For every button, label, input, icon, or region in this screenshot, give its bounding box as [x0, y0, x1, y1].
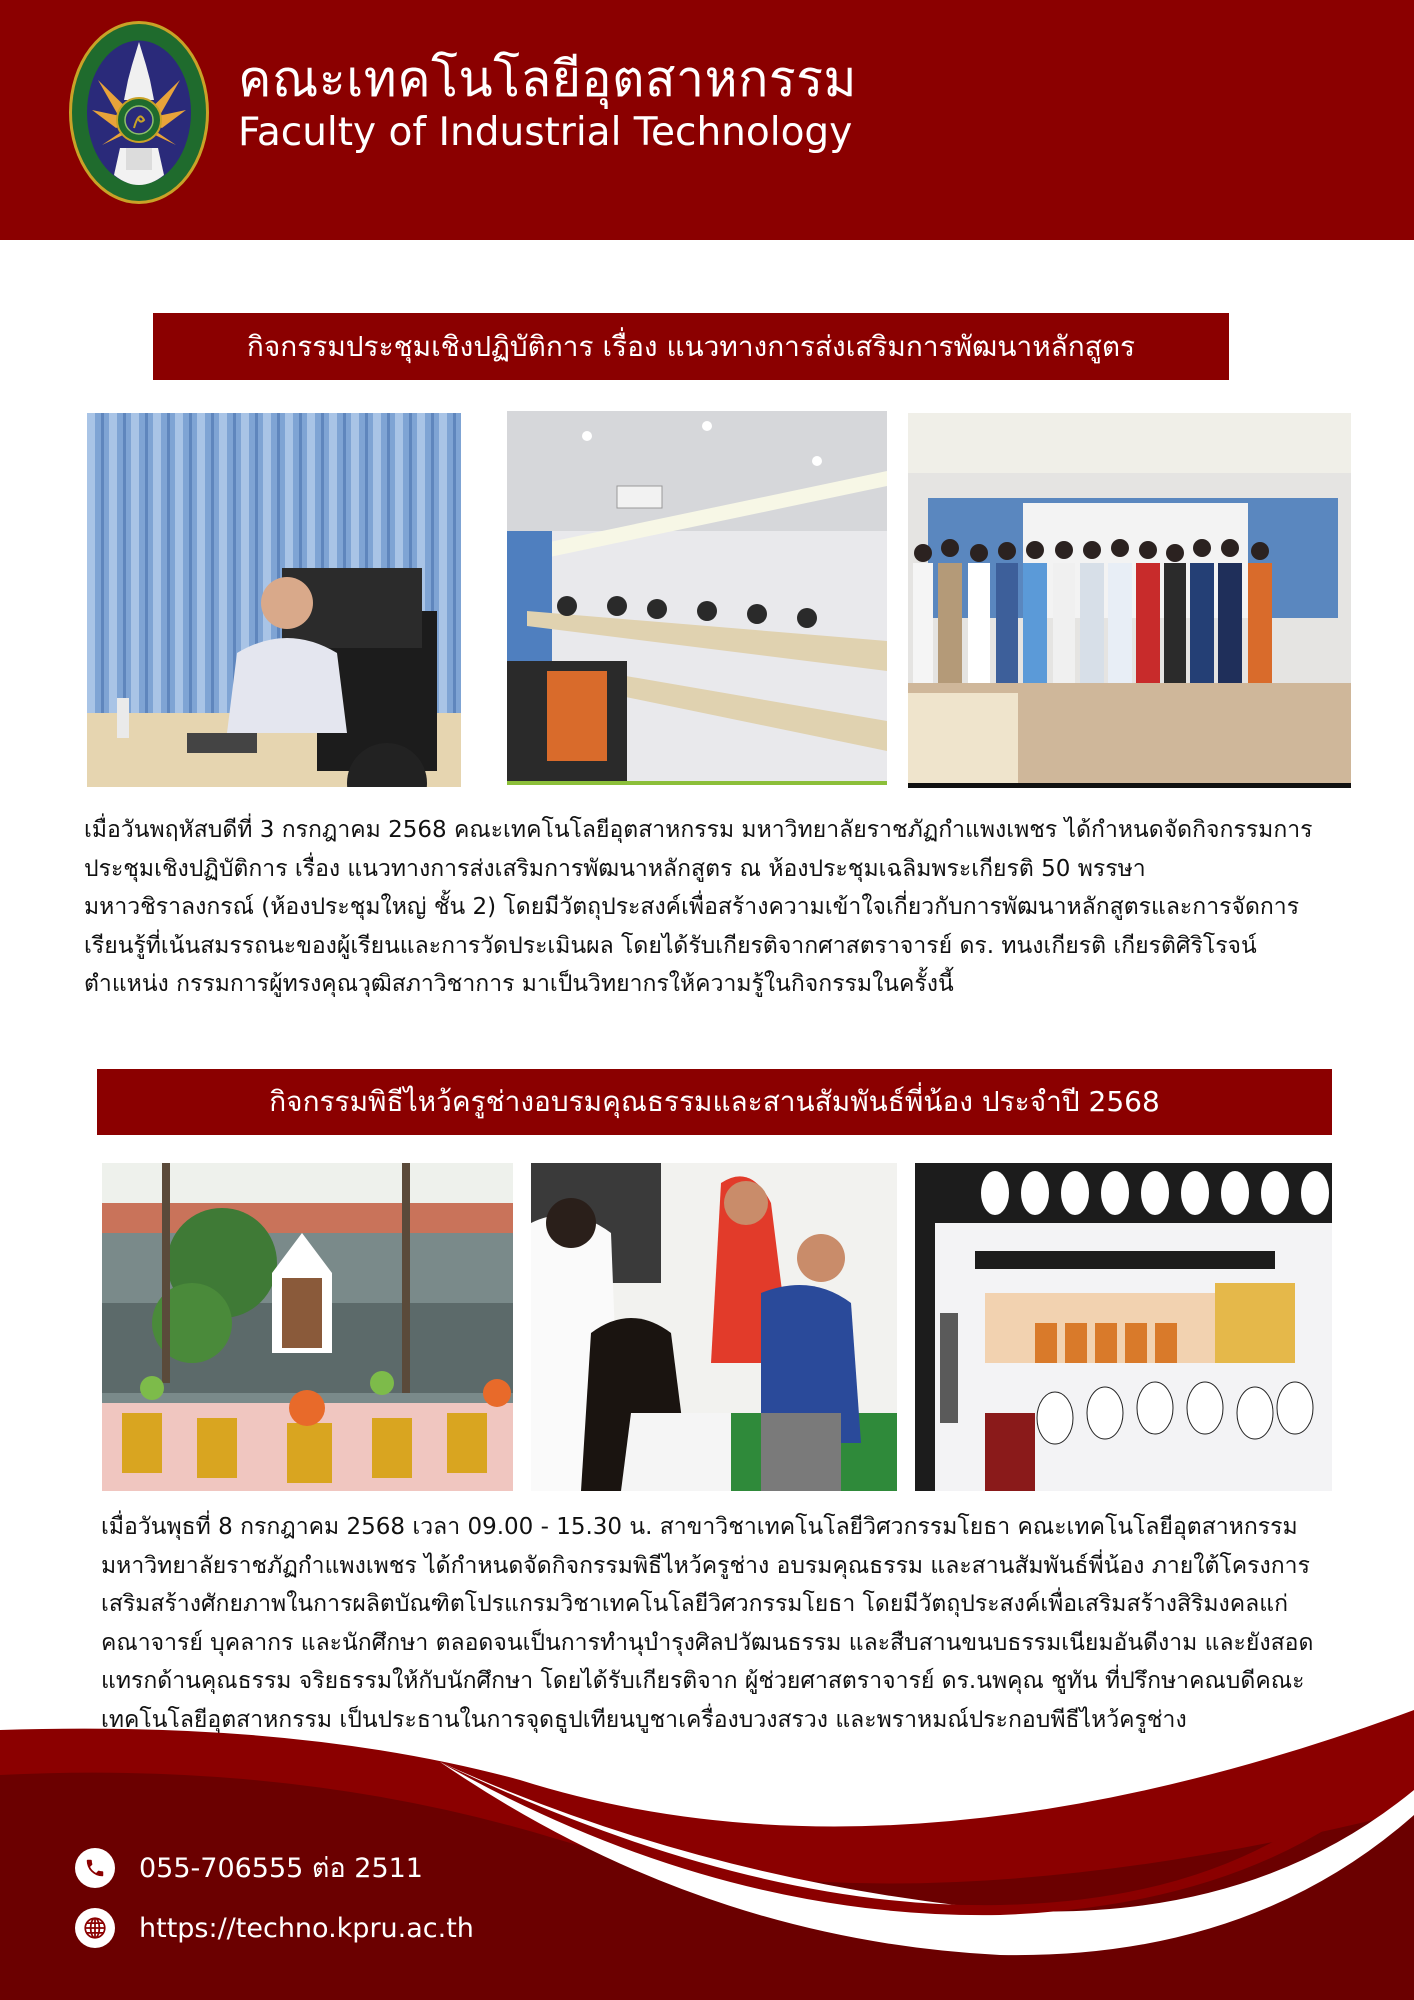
section-1-line: ประชุมเชิงปฏิบัติการ เรื่อง แนวทางการส่งเสริมการพัฒนาหลักสูตร ณ ห้องประชุมเฉลิมพระเกียรติ 50 พรรษา: [84, 855, 1146, 882]
section-1-body: [84, 811, 1313, 1004]
faculty-title-thai: คณะเทคโนโลยีอุตสาหกรรม: [238, 50, 858, 108]
section-1-line: มหาวชิราลงกรณ์ (ห้องประชุมใหญ่ ชั้น 2) โดยมีวัตถุประสงค์เพื่อสร้างความเข้าใจเกี่ยวกับการพัฒนาหลักสูตรและการจัดการ: [84, 894, 1300, 920]
faculty-title-english: Faculty of Industrial Technology: [238, 110, 853, 155]
blessing-ceremony-photo: [531, 1163, 897, 1491]
monks-ceremony-photo: [915, 1163, 1332, 1491]
shrine-offerings-photo: [102, 1163, 513, 1491]
section-1-heading-text: กิจกรรมประชุมเชิงปฏิบัติการ เรื่อง แนวทางการส่งเสริมการพัฒนาหลักสูตร: [246, 329, 1136, 363]
university-seal-icon: [68, 20, 210, 205]
meeting-room-participants-photo: [507, 411, 887, 785]
speaker-at-podium-photo: [87, 413, 461, 787]
section-1-heading: [153, 313, 1229, 380]
section-2-line: เทคโนโลยีอุตสาหกรรม เป็นประธานในการจุดธูปเทียนบูชาเครื่องบวงสรวง และพราหมณ์ประกอบพีธีไหว้ครูช่าง: [101, 1706, 1187, 1733]
phone-number[interactable]: 055-706555 ต่อ 2511: [139, 1853, 423, 1884]
section-2-heading: [97, 1069, 1332, 1135]
section-1-line: เรียนรู้ที่เน้นสมรรถนะของผู้เรียนและการวัดประเมินผล โดยได้รับเกียรติจากศาสตราจารย์ ดร. ทนงเกียรติ เกียรติศิริโรจน์: [84, 932, 1257, 959]
phone-icon: [75, 1848, 115, 1888]
section-2-line: แทรกด้านคุณธรรม จริยธรรมให้กับนักศึกษา โดยได้รับเกียรติจาก ผู้ช่วยศาสตราจารย์ ดร.นพคุณ ชูทัน ที่ปรึกษาคณบดีคณะ: [101, 1668, 1305, 1694]
section-2-line: เมื่อวันพุธที่ 8 กรกฎาคม 2568 เวลา 09.00 - 15.30 น. สาขาวิชาเทคโนโลยีวิศวกรรมโยธา คณะเทคโนโลยีอุตสาหกรรม: [101, 1514, 1298, 1540]
globe-icon: [75, 1908, 115, 1948]
section-1-line: ตำแหน่ง กรรมการผู้ทรงคุณวุฒิสภาวิชาการ มาเป็นวิทยากรให้ความรู้ในกิจกรรมในครั้งนี้: [84, 971, 954, 997]
footer-website: [75, 1908, 474, 1948]
section-2-line: มหาวิทยาลัยราชภัฏกำแพงเพชร ได้กำหนดจัดกิจกรรมพิธีไหว้ครูช่าง อบรมคุณธรรม และสานสัมพันธ์พี่น้อง ภายใต้โครงการ: [101, 1552, 1310, 1579]
section-2-heading-text: กิจกรรมพิธีไหว้ครูช่างอบรมคุณธรรมและสานสัมพันธ์พี่น้อง ประจำปี 2568: [269, 1085, 1160, 1118]
website-link[interactable]: https://techno.kpru.ac.th: [139, 1912, 474, 1944]
section-2-line: เสริมสร้างศักยภาพในการผลิตบัณฑิตโปรแกรมวิชาเทคโนโลยีวิศวกรรมโยธา โดยมีวัตถุประสงค์เพื่อเสริมสร้างสิริมงคลแก่: [101, 1591, 1289, 1617]
page-header: [0, 0, 1414, 240]
section-1-line: เมื่อวันพฤหัสบดีที่ 3 กรกฎาคม 2568 คณะเทคโนโลยีอุตสาหกรรม มหาวิทยาลัยราชภัฏกำแพงเพชร ได้กำหนดจัดกิจกรรมการ: [84, 817, 1313, 843]
footer-phone: [75, 1846, 423, 1889]
section-2-line: คณาจารย์ บุคลากร และนักศึกษา ตลอดจนเป็นการทำนุบำรุงศิลปวัฒนธรรม และสืบสานขนบธรรมเนียมอันดีงาม และยังสอด: [101, 1629, 1314, 1656]
group-photo: [908, 413, 1351, 788]
